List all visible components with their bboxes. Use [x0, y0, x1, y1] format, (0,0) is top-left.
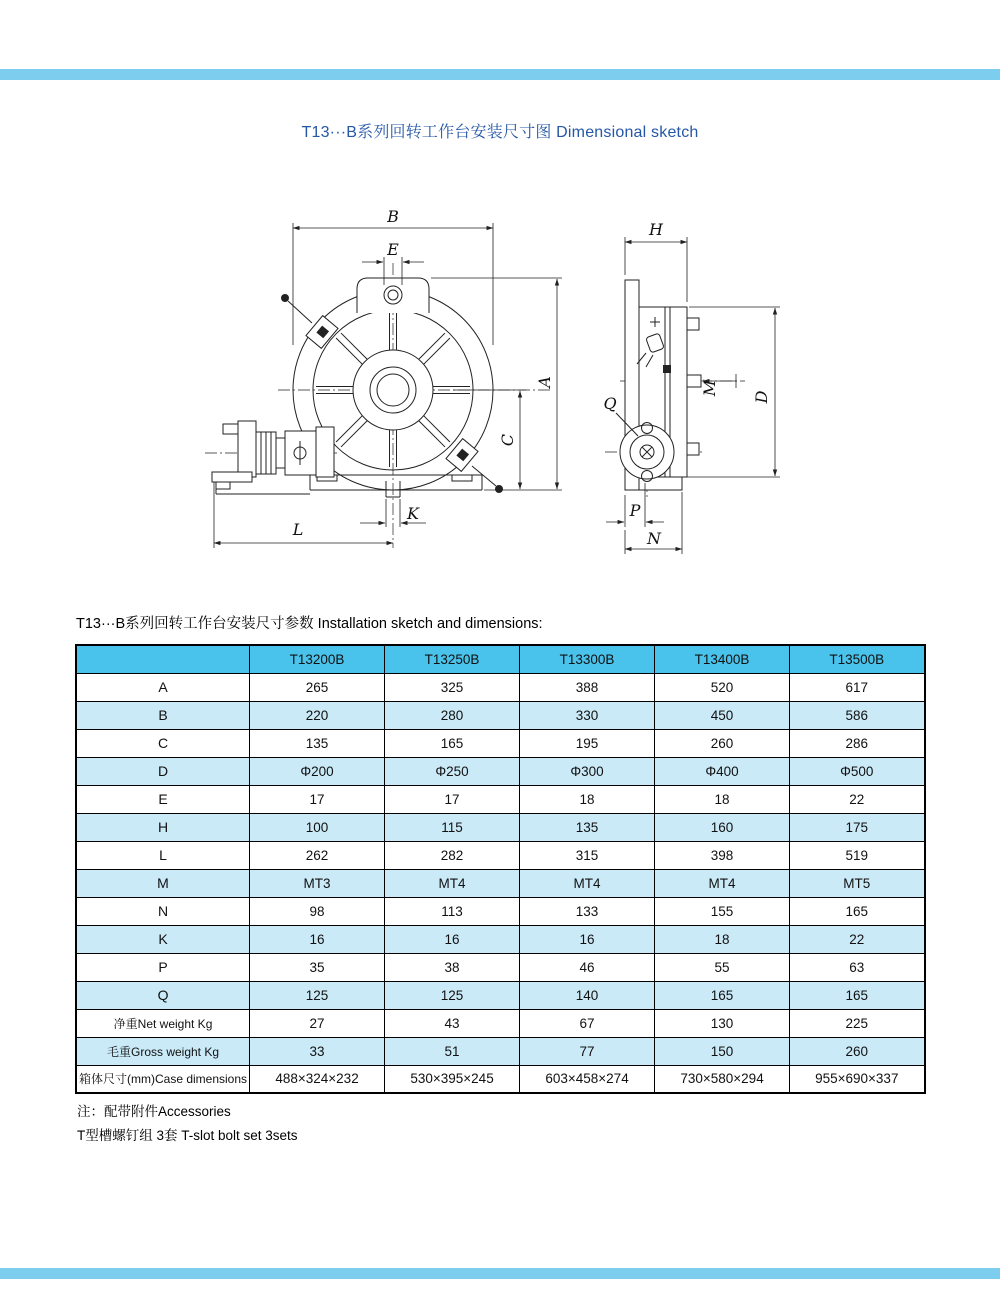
row-label: E [76, 785, 250, 813]
table-row [76, 897, 925, 925]
table-cell: 195 [520, 729, 655, 757]
table-cell: 165 [385, 729, 520, 757]
table-cell: 77 [520, 1037, 655, 1065]
row-label: C [76, 729, 250, 757]
table-cell: 155 [655, 897, 790, 925]
table-cell: 325 [385, 673, 520, 701]
table-row [76, 813, 925, 841]
table-cell: 33 [250, 1037, 385, 1065]
table-cell: 225 [790, 1009, 925, 1037]
table-cell: 35 [250, 953, 385, 981]
notes-block [77, 1100, 298, 1148]
table-cell: 280 [385, 701, 520, 729]
table-cell: Φ500 [790, 757, 925, 785]
table-cell: MT5 [790, 869, 925, 897]
row-label: M [76, 869, 250, 897]
dimensions-table [75, 644, 926, 1094]
table-cell: 165 [655, 981, 790, 1009]
table-row [76, 953, 925, 981]
dim-label-n: N [647, 529, 661, 548]
table-row [76, 925, 925, 953]
row-label: H [76, 813, 250, 841]
table-row [76, 673, 925, 701]
table-title: T13···B系列回转工作台安装尺寸参数 Installation sketch and dimensions: [76, 616, 543, 632]
dim-label-e: E [387, 240, 399, 259]
dim-label-l: L [292, 520, 304, 539]
table-cell: 16 [520, 925, 655, 953]
table-cell: 175 [790, 813, 925, 841]
handwheel-assembly [212, 421, 334, 494]
table-cell: 388 [520, 673, 655, 701]
column-header: T13250B [385, 645, 520, 673]
column-header: T13200B [250, 645, 385, 673]
row-label: P [76, 953, 250, 981]
table-cell: 617 [790, 673, 925, 701]
note-line-tslot: T型槽螺钉组 3套 T-slot bolt set 3sets [77, 1128, 298, 1143]
table-cell: Φ250 [385, 757, 520, 785]
column-header: T13400B [655, 645, 790, 673]
column-header: T13500B [790, 645, 925, 673]
table-cell: 125 [250, 981, 385, 1009]
table-cell: 160 [655, 813, 790, 841]
table-cell: 67 [520, 1009, 655, 1037]
table-cell: 43 [385, 1009, 520, 1037]
table-cell: 488×324×232 [250, 1065, 385, 1093]
top-lug [357, 278, 429, 313]
table-cell: MT4 [385, 869, 520, 897]
note-line-accessories: 注：配带附件Accessories [77, 1104, 231, 1119]
table-cell: MT4 [655, 869, 790, 897]
table-cell: MT3 [250, 869, 385, 897]
row-label: K [76, 925, 250, 953]
table-cell: 18 [655, 925, 790, 953]
dimensional-sketch [200, 185, 900, 575]
table-cell: 115 [385, 813, 520, 841]
table-cell: 330 [520, 701, 655, 729]
row-label: 净重Net weight Kg [76, 1009, 250, 1037]
table-cell: 955×690×337 [790, 1065, 925, 1093]
table-cell: 16 [385, 925, 520, 953]
table-cell: 98 [250, 897, 385, 925]
dim-label-m: M [700, 379, 719, 397]
top-accent-bar [0, 69, 1000, 80]
table-cell: 140 [520, 981, 655, 1009]
row-label: B [76, 701, 250, 729]
table-cell: 133 [520, 897, 655, 925]
row-label: L [76, 841, 250, 869]
table-row [76, 869, 925, 897]
table-cell: Φ300 [520, 757, 655, 785]
front-view-drawing [205, 207, 562, 548]
table-cell: 730×580×294 [655, 1065, 790, 1093]
table-header-row [76, 645, 925, 673]
table-cell: MT4 [520, 869, 655, 897]
row-label: 箱体尺寸(mm)Case dimensions [76, 1065, 250, 1093]
dim-label-p: P [629, 501, 641, 520]
table-cell: 51 [385, 1037, 520, 1065]
table-cell: 165 [790, 897, 925, 925]
table-row [76, 729, 925, 757]
table-cell: 135 [250, 729, 385, 757]
dim-label-c: C [498, 433, 517, 447]
table-cell: 130 [655, 1009, 790, 1037]
table-cell: 398 [655, 841, 790, 869]
bottom-accent-bar [0, 1268, 1000, 1279]
dim-label-h: H [649, 220, 663, 239]
row-label: 毛重Gross weight Kg [76, 1037, 250, 1065]
table-cell: 260 [655, 729, 790, 757]
table-cell: 315 [520, 841, 655, 869]
table-cell: 100 [250, 813, 385, 841]
dim-label-a: A [535, 376, 554, 388]
table-cell: 125 [385, 981, 520, 1009]
table-cell: 55 [655, 953, 790, 981]
dim-label-b: B [387, 207, 399, 226]
dim-label-k: K [407, 504, 419, 523]
table-cell: 17 [385, 785, 520, 813]
table-cell: 286 [790, 729, 925, 757]
table-cell: 63 [790, 953, 925, 981]
table-cell: 282 [385, 841, 520, 869]
side-view-drawing [603, 220, 780, 554]
table-cell: 450 [655, 701, 790, 729]
table-cell: Φ200 [250, 757, 385, 785]
table-cell: 17 [250, 785, 385, 813]
row-label: Q [76, 981, 250, 1009]
table-cell: 22 [790, 925, 925, 953]
row-label: D [76, 757, 250, 785]
table-cell: 260 [790, 1037, 925, 1065]
table-cell: 135 [520, 813, 655, 841]
table-row [76, 981, 925, 1009]
table-cell: 530×395×245 [385, 1065, 520, 1093]
table-cell: Φ400 [655, 757, 790, 785]
table-row [76, 757, 925, 785]
table-cell: 165 [790, 981, 925, 1009]
table-row [76, 1065, 925, 1093]
table-row [76, 1037, 925, 1065]
corner-cell [76, 645, 250, 673]
table-cell: 18 [520, 785, 655, 813]
table-cell: 27 [250, 1009, 385, 1037]
table-row [76, 841, 925, 869]
table-cell: 265 [250, 673, 385, 701]
table-cell: 520 [655, 673, 790, 701]
table-cell: 46 [520, 953, 655, 981]
clamp-handle-upper-left [281, 294, 338, 348]
table-cell: 22 [790, 785, 925, 813]
page-title: T13···B系列回转工作台安装尺寸图 Dimensional sketch [301, 124, 699, 141]
table-cell: 150 [655, 1037, 790, 1065]
table-cell: 113 [385, 897, 520, 925]
table-cell: 603×458×274 [520, 1065, 655, 1093]
row-label: A [76, 673, 250, 701]
table-cell: 18 [655, 785, 790, 813]
table-cell: 262 [250, 841, 385, 869]
table-cell: 38 [385, 953, 520, 981]
dim-label-q: Q [603, 394, 617, 413]
table-row [76, 1009, 925, 1037]
table-cell: 220 [250, 701, 385, 729]
table-row [76, 785, 925, 813]
table-cell: 586 [790, 701, 925, 729]
row-label: N [76, 897, 250, 925]
column-header: T13300B [520, 645, 655, 673]
table-row [76, 701, 925, 729]
table-cell: 16 [250, 925, 385, 953]
clamp-handle-lower-right [446, 439, 503, 493]
dim-label-d: D [752, 390, 771, 404]
table-cell: 519 [790, 841, 925, 869]
front-base [310, 475, 482, 497]
